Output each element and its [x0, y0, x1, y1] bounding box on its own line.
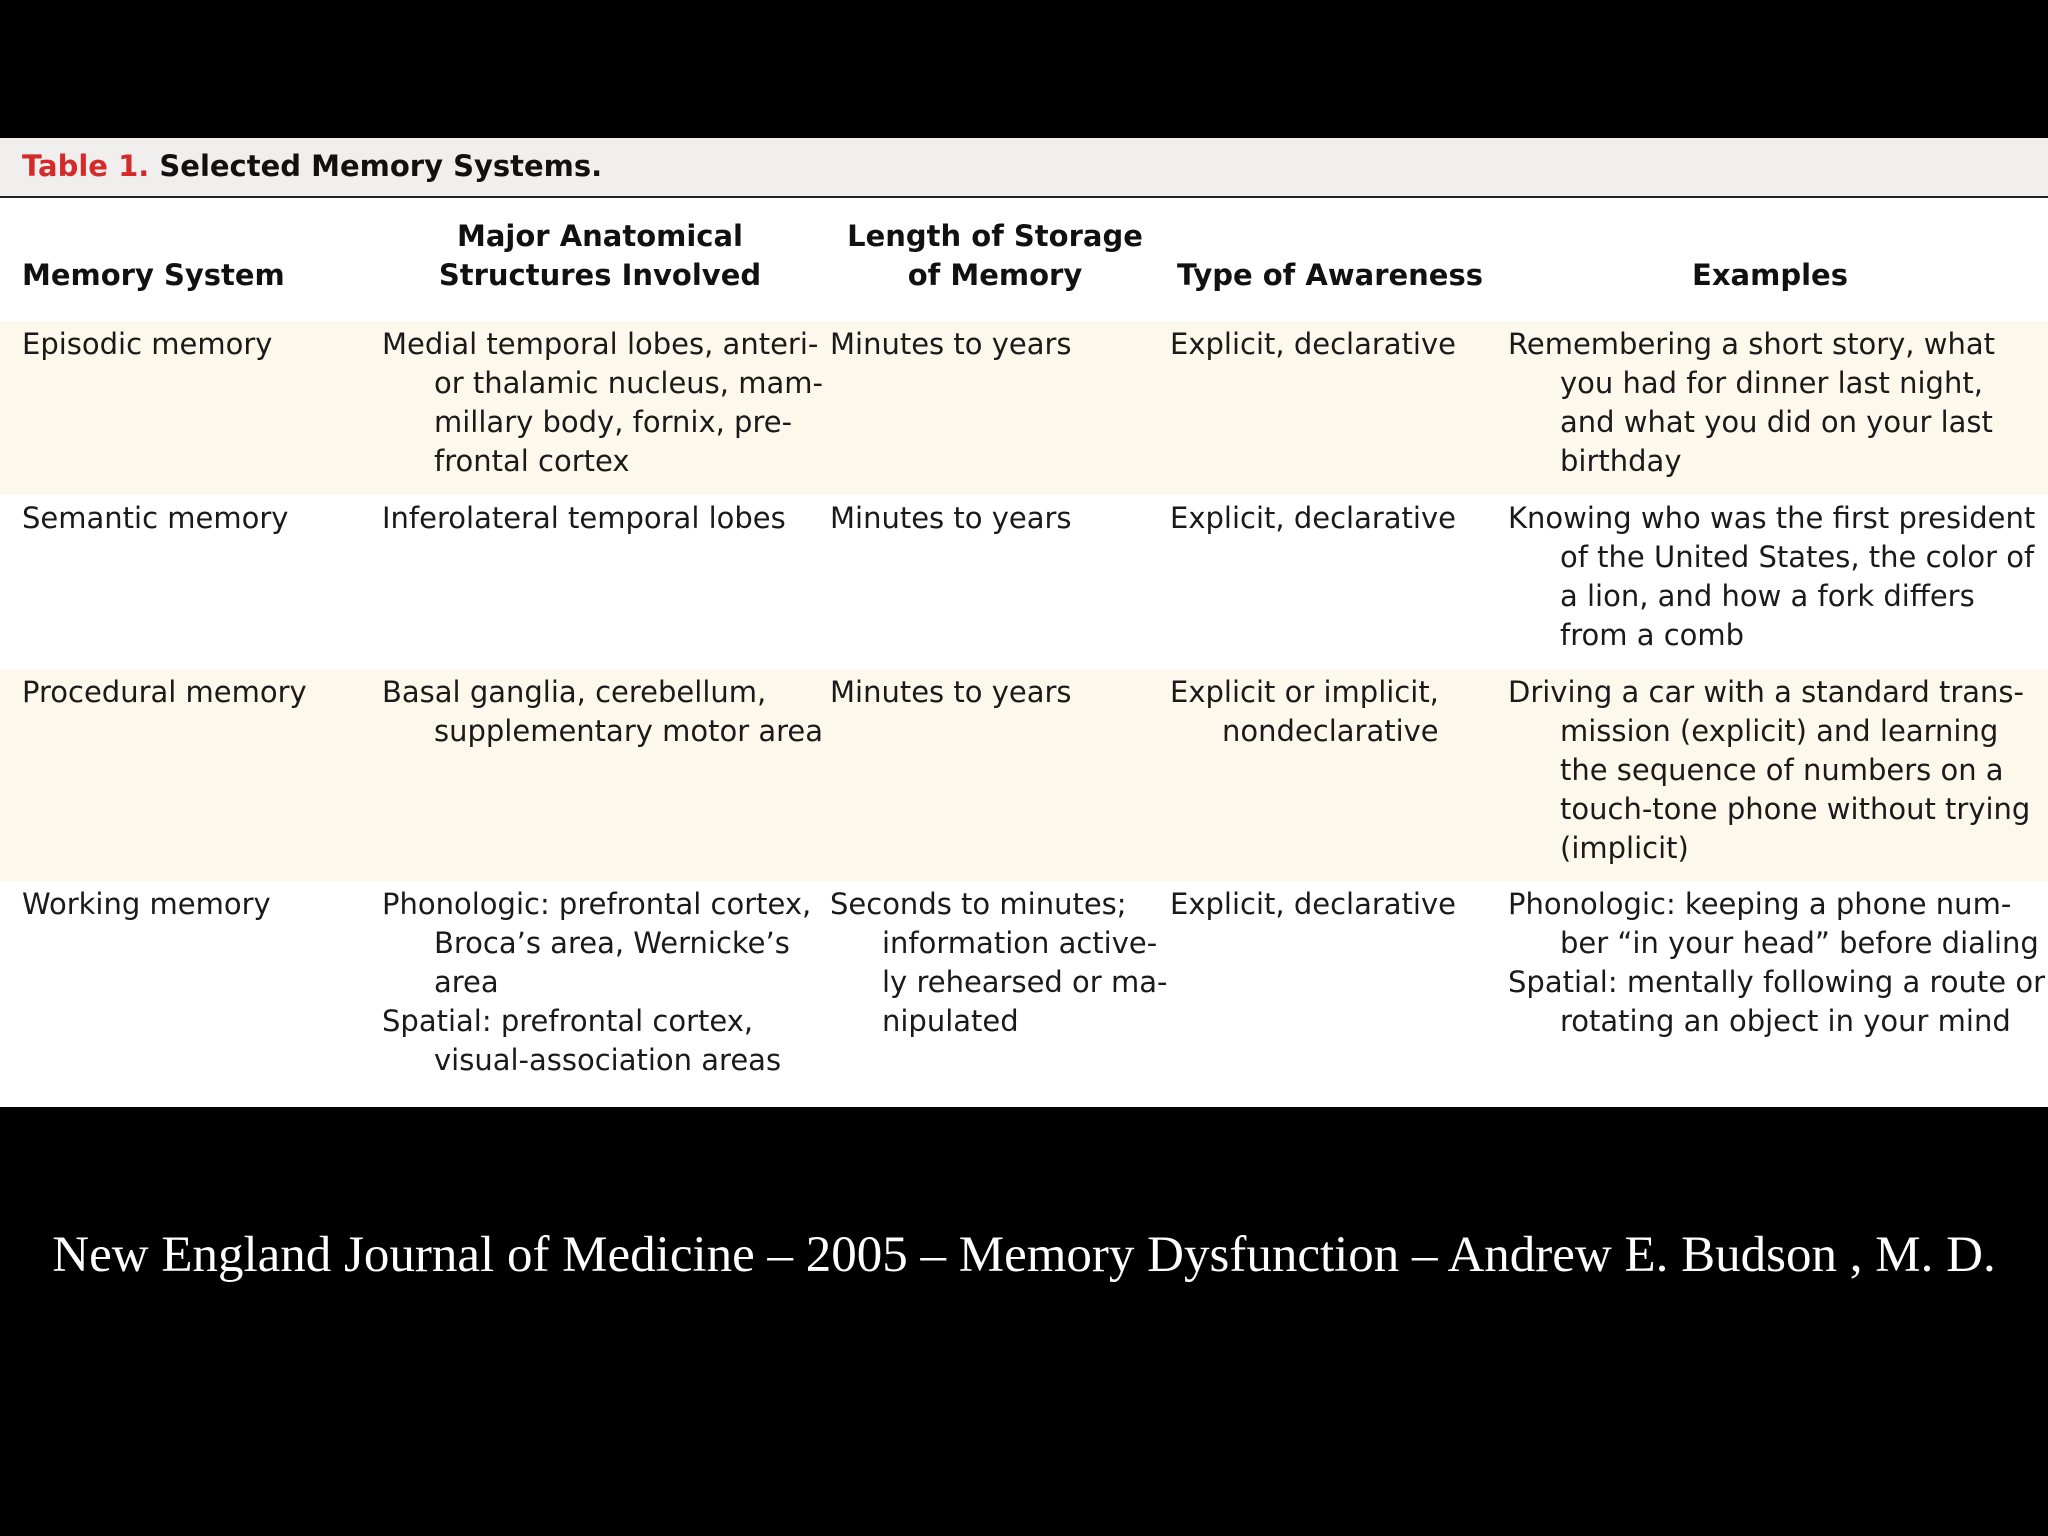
cell-examples-spatial: Spatial: mentally following a route or rotating an object in your mind	[1508, 965, 2046, 1038]
cell-structures: Medial temporal lobes, anteri- or thalamic nucleus, mam- millary body, fornix, pre- frontal cortex	[382, 327, 823, 478]
cell-length: Minutes to years	[830, 501, 1072, 535]
cell-structures	[382, 885, 832, 1080]
table-row-procedural	[0, 669, 2048, 881]
cell-awareness: Explicit or implicit, nondeclarative	[1170, 675, 1439, 748]
cell-examples: Knowing who was the first president of the United States, the color of a lion, and how a fork differs from a comb	[1508, 501, 2036, 652]
table-caption	[0, 138, 2048, 198]
cell-examples	[1508, 885, 2048, 1041]
cell-system: Semantic memory	[22, 501, 289, 535]
table-caption-label: Table 1.	[22, 149, 150, 183]
cell-examples: Remembering a short story, what you had for dinner last night, and what you did on your last birthday	[1508, 327, 1995, 478]
header-length-of-storage: Length of Storage of Memory	[847, 219, 1143, 292]
cell-structures: Inferolateral temporal lobes	[382, 501, 786, 535]
header-memory-system: Memory System	[22, 258, 285, 292]
memory-systems-table	[0, 138, 2048, 1107]
cell-system: Episodic memory	[22, 327, 273, 361]
citation-text: New England Journal of Medicine – 2005 – Memory Dysfunction – Andrew E. Budson , M. D.	[52, 1227, 1996, 1283]
cell-awareness: Explicit, declarative	[1170, 887, 1456, 921]
cell-awareness: Explicit, declarative	[1170, 327, 1456, 361]
header-examples: Examples	[1692, 258, 1848, 292]
table-caption-title: Selected Memory Systems.	[159, 149, 603, 183]
cell-examples: Driving a car with a standard trans- mission (explicit) and learning the sequence of numbers on a touch-tone phone without trying (implicit)	[1508, 675, 2031, 865]
cell-examples-phonologic: Phonologic: keeping a phone num- ber “in your head” before dialing	[1508, 887, 2039, 960]
header-type-of-awareness: Type of Awareness	[1176, 258, 1483, 292]
table-row-working	[0, 881, 2048, 1107]
cell-length: Minutes to years	[830, 327, 1072, 361]
cell-structures-phonologic: Phonologic: prefrontal cortex, Broca’s area, Wernicke’s area	[382, 887, 812, 999]
cell-structures-spatial: Spatial: prefrontal cortex, visual-association areas	[382, 1004, 782, 1077]
cell-awareness: Explicit, declarative	[1170, 501, 1456, 535]
cell-structures: Basal ganglia, cerebellum, supplementary motor area	[382, 675, 824, 748]
cell-system: Working memory	[22, 887, 271, 921]
table-row-semantic	[0, 495, 2048, 669]
cell-system: Procedural memory	[22, 675, 307, 709]
table-row-episodic	[0, 321, 2048, 495]
header-anatomical-structures: Major Anatomical Structures Involved	[438, 219, 762, 292]
cell-length: Minutes to years	[830, 675, 1072, 709]
cell-length: Seconds to minutes; information active- ly rehearsed or ma- nipulated	[830, 887, 1168, 1038]
